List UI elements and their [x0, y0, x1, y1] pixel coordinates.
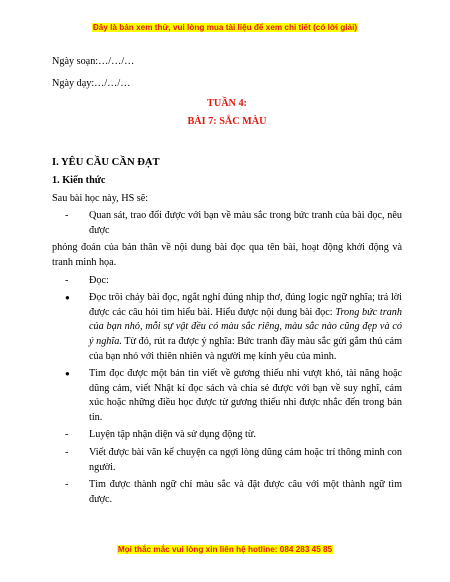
list-item-text: Viết được bài văn kể chuyện ca ngợi lòng dũng cảm hoặc trí thông minh con người.	[89, 447, 402, 473]
preview-banner-text: Đây là bản xem thử, vui lòng mua tài liệu để xem chi tiết (có lời giải)	[92, 23, 358, 32]
lesson-title: BÀI 7: SẮC MÀU	[187, 115, 267, 127]
bullet-text-part: Đọc trôi chảy bài đọc, ngắt nghỉ đúng nhịp thơ, đúng logic ngữ nghĩa; trả lời được các câu hỏi tìm hiểu bài. Hiểu được nội dung bài đọc:	[89, 292, 402, 318]
paragraph-continuation: phỏng đoán của bản thân về nội dung bài đọc qua tên bài, hoạt động khởi động và tranh minh họa.	[52, 242, 402, 268]
preview-banner	[0, 23, 450, 32]
teach-date: Ngày dạy:…/…/…	[52, 77, 131, 89]
list-item-text: Tìm được thành ngữ chỉ màu sắc và đặt được câu với một thành ngữ tìm được.	[89, 479, 402, 505]
week-heading: TUẦN 4:	[207, 98, 247, 110]
bullet-marker: ●	[65, 369, 70, 379]
dash-marker: -	[65, 447, 69, 459]
list-item-text: Luyện tập nhận diện và sử dụng động từ.	[89, 429, 256, 441]
bullet-italic-text: Trong bức tranh của bạn nhỏ, mỗi sự vật đều có màu sắc riêng, màu sắc nào cũng đẹp và có ý nghĩa.	[89, 306, 402, 347]
list-item-text: Đọc:	[89, 274, 109, 286]
bullet-text-part: Từ đó, rút ra được ý nghĩa: Bức tranh đầy màu sắc gửi gắm thủ cảm của bạn nhỏ với thiên nhiên và người mẹ kính yêu của mình.	[89, 335, 402, 362]
list-item	[65, 209, 402, 238]
dash-marker: -	[65, 210, 69, 222]
hotline-banner	[0, 545, 450, 554]
prep-date: Ngày soạn:…/…/…	[52, 56, 135, 67]
dash-marker: -	[65, 479, 69, 491]
hotline-banner-text: Mọi thắc mắc vui lòng xin liên hệ hotline: 084 283 45 85	[117, 545, 333, 554]
list-item	[65, 446, 402, 475]
document-page	[52, 55, 402, 507]
dash-marker: -	[65, 429, 69, 441]
list-item-text: Tìm đọc được một bản tin viết về gương thiếu nhi vượt khó, tài năng hoặc dũng cảm, viết Nhật kí đọc sách và chia sẻ được với bạn về suy nghĩ, cảm xúc hoặc những điều học được từ gương thiếu nhi được nhắc đến trong bản tin.	[89, 368, 402, 423]
section-requirements: I. YÊU CẦU CẦN ĐẠT	[52, 157, 160, 169]
list-item	[65, 274, 402, 289]
subsection-knowledge: 1. Kiến thức	[52, 174, 106, 186]
intro-text: Sau bài học này, HS sẽ:	[52, 192, 149, 204]
list-item-text	[89, 291, 402, 364]
list-item	[65, 478, 402, 507]
list-item	[65, 428, 402, 443]
list-item	[65, 367, 402, 425]
bullet-marker: ●	[65, 293, 70, 303]
list-item-text: Quan sát, trao đổi được với bạn về màu sắc trong bức tranh của bài đọc, nêu được	[89, 210, 402, 236]
list-item	[65, 291, 402, 364]
dash-marker: -	[65, 274, 69, 286]
